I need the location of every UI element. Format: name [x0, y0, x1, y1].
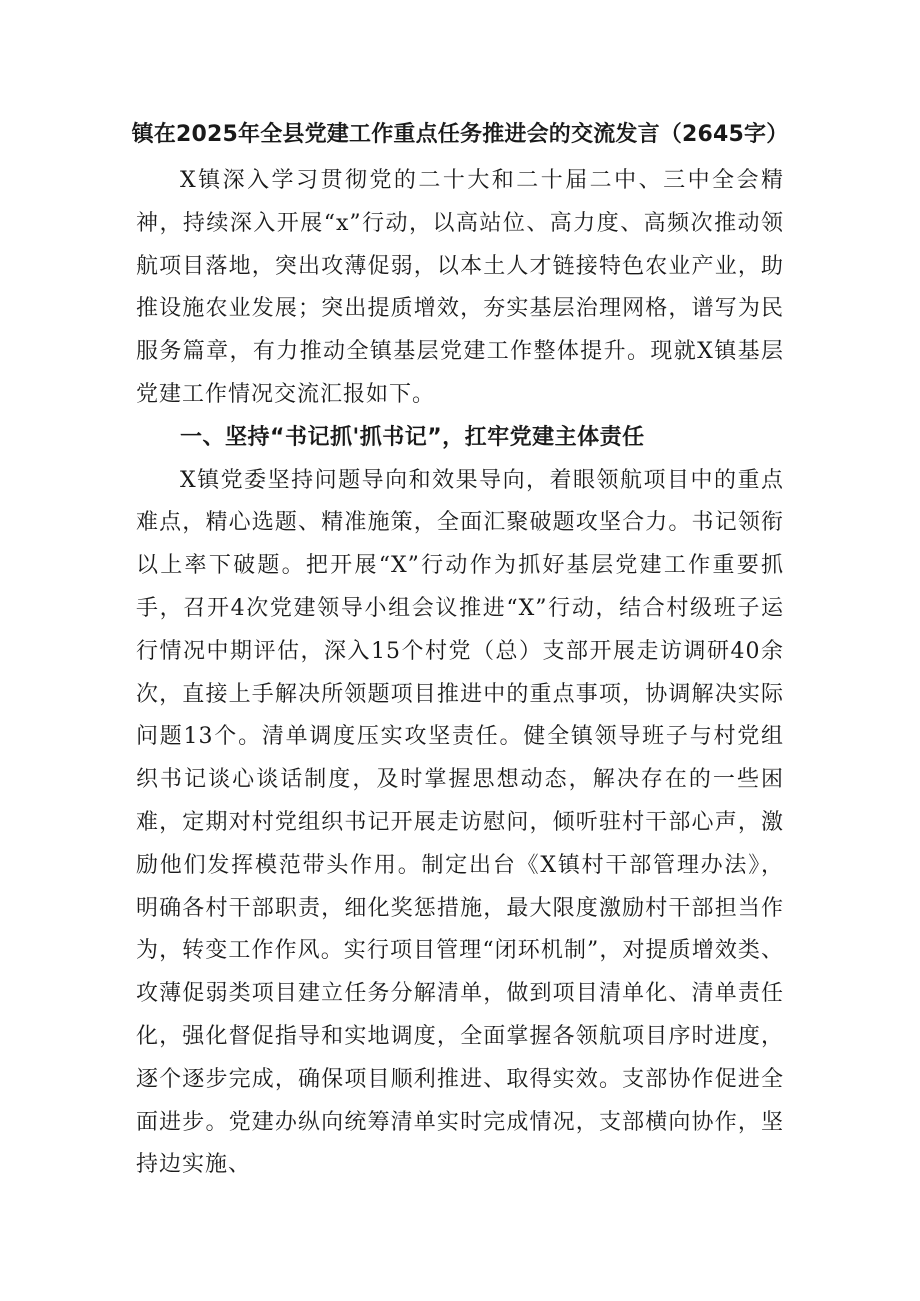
- section-1-paragraph: X镇党委坚持问题导向和效果导向，着眼领航项目中的重点难点，精心选题、精准施策，全面汇聚破题攻坚合力。书记领衔以上率下破题。把开展“X”行动作为抓好基层党建工作重要抓手，召开4次党建领导小组会议推进“X”行动，结合村级班子运行情况中期评估，深入15个村党（总）支部开展走访调研40余次，直接上手解决所领题项目推进中的重点事项，协调解决实际问题13个。清单调度压实攻坚责任。健全镇领导班子与村党组织书记谈心谈话制度，及时掌握思想动态，解决存在的一些困难，定期对村党组织书记开展走访慰问，倾听驻村干部心声，激励他们发挥模范带头作用。制定出台《X镇村干部管理办法》，明确各村干部职责，细化奖惩措施，最大限度激励村干部担当作为，转变工作作风。实行项目管理“闭环机制”，对提质增效类、攻薄促弱类项目建立任务分解清单，做到项目清单化、清单责任化，强化督促指导和实地调度，全面掌握各领航项目序时进度，逐个逐步完成，确保项目顺利推进、取得实效。支部协作促进全面进步。党建办纵向统筹清单实时完成情况，支部横向协作，坚持边实施、: [136, 467, 784, 1178]
- document-body: [136, 160, 784, 1187]
- section-heading-1: 一、坚持“书记抓'抓书记”，扛牢党建主体责任: [180, 424, 645, 450]
- intro-paragraph: X镇深入学习贯彻党的二十大和二十届二中、三中全会精神，持续深入开展“x”行动，以高站位、高力度、高频次推动领航项目落地，突出攻薄促弱，以本土人才链接特色农业产业，助推设施农业发展；突出提质增效，夯实基层治理网格，谱写为民服务篇章，有力推动全镇基层党建工作整体提升。现就X镇基层党建工作情况交流汇报如下。: [136, 168, 784, 407]
- document-title: 镇在2025年全县党建工作重点任务推进会的交流发言（2645字）: [131, 122, 789, 147]
